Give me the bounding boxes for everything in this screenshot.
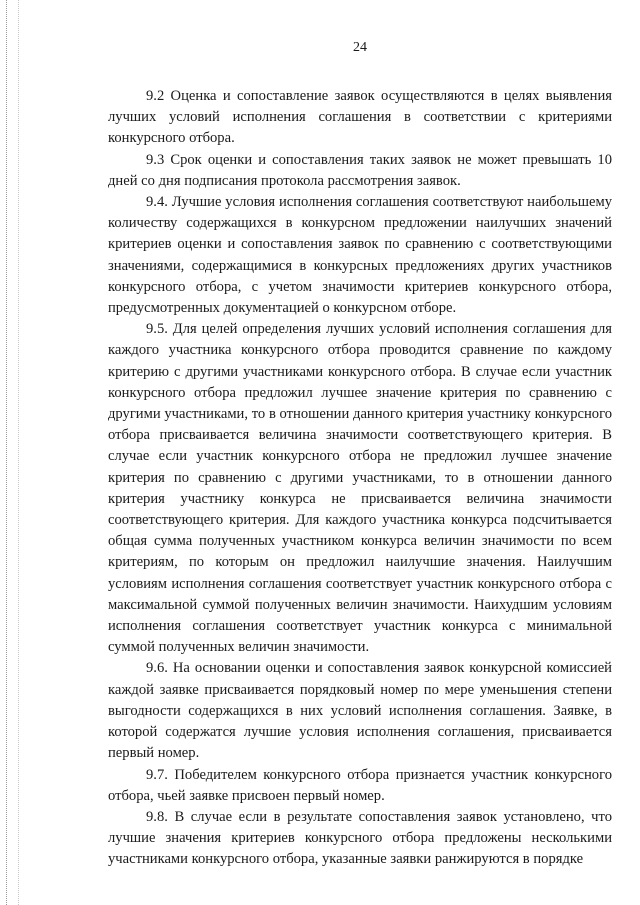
paragraph-9-5: 9.5. Для целей определения лучших условий исполнения соглашения для каждого участника конкурсного отбора проводится сравнение по каждому критерию с другими участниками конкурсного отбора. В случае если участник конкурсного отбора предложил лучшее значение критерия по сравнению с другими участниками, то в отношении данного критерия участнику конкурсного отбора присваивается величина значимости соответствующего критерия. В случае если участник конкурсного отбора не предложил лучшее значение критерия по сравнению с другими участниками, то в отношении данного критерия участнику конкурса не присваивается величина значимости соответствующего критерия. Для каждого участника конкурса подсчитывается общая сумма полученных участником конкурса величин значимости по всем критериям, по которым он предложил наилучшие значения. Наилучшим условиям исполнения соглашения соответствует участник конкурсного отбора с максимальной суммой полученных величин значимости. Наихудшим условиям исполнения соглашения соответствует участник конкурса с минимальной суммой полученных величин значимости. — [108, 321, 612, 656]
document-body — [108, 86, 612, 871]
paragraph-9-6: 9.6. На основании оценки и сопоставления заявок конкурсной комиссией каждой заявке присваивается порядковый номер по мере уменьшения степени выгодности содержащихся в них условий исполнения соглашения. Заявке, в которой содержатся лучшие условия исполнения соглашения, присваивается первый номер. — [108, 660, 612, 762]
scan-margin-line — [6, 0, 7, 905]
paragraph-9-2: 9.2 Оценка и сопоставление заявок осуществляются в целях выявления лучших условий исполнения соглашения в соответствии с критериями конкурсного отбора. — [108, 88, 612, 147]
paragraph-9-3: 9.3 Срок оценки и сопоставления таких заявок не может превышать 10 дней со дня подписания протокола рассмотрения заявок. — [108, 151, 612, 189]
paragraph-9-4: 9.4. Лучшие условия исполнения соглашения соответствуют наибольшему количеству содержащихся в конкурсном предложении наилучших значений критериев оценки и сопоставления заявок по сравнению с соответствующими значениями, содержащимися в конкурсных предложениях других участников конкурсного отбора, с учетом значимости критериев конкурсного отбора, предусмотренных документацией о конкурсном отборе. — [108, 194, 612, 317]
scan-margin-line-faint — [18, 0, 19, 905]
paragraph-9-7: 9.7. Победителем конкурсного отбора признается участник конкурсного отбора, чьей заявке присвоен первый номер. — [108, 766, 612, 804]
page-number: 24 — [353, 40, 367, 55]
paragraph-9-8: 9.8. В случае если в результате сопоставления заявок установлено, что лучшие значения критериев конкурсного отбора предложены несколькими участниками конкурсного отбора, указанные заявки ранжируются в порядке — [108, 808, 612, 868]
